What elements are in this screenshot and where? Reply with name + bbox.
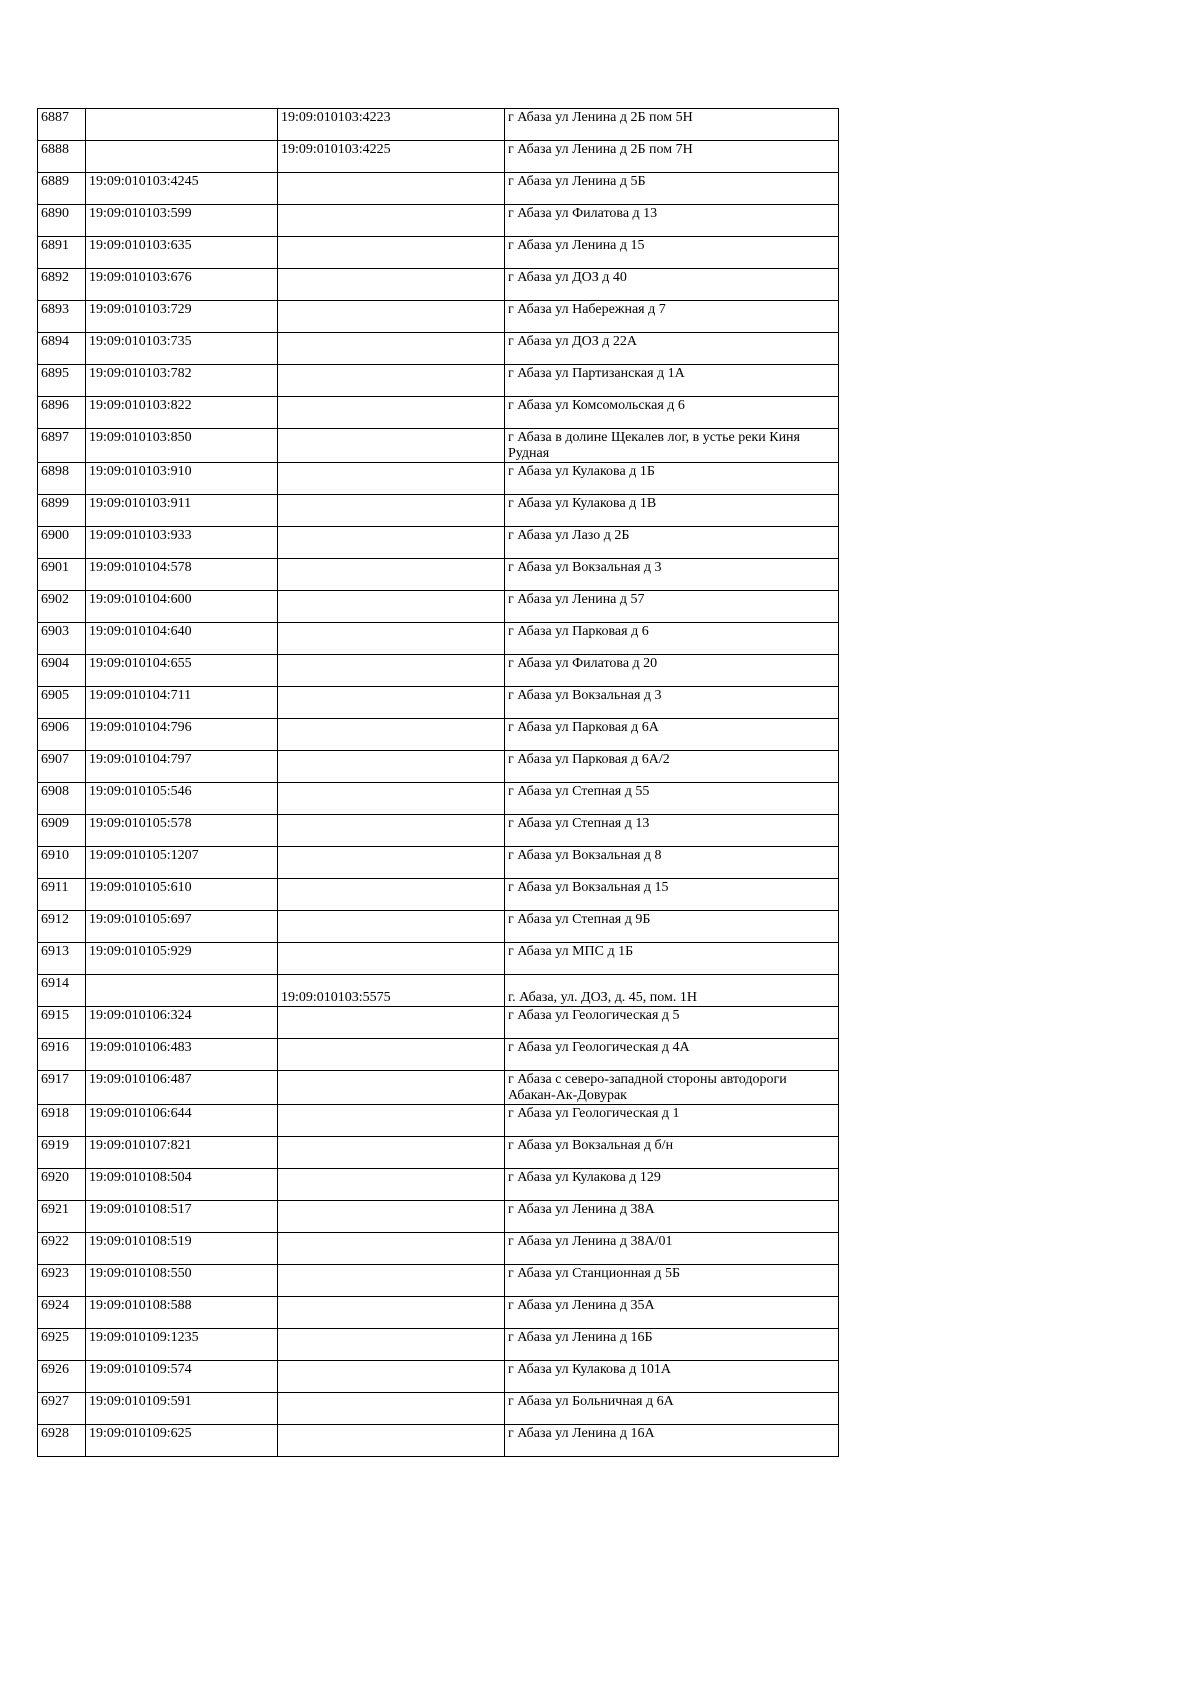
related-cadastral-number-cell — [278, 591, 505, 623]
cadastral-number-cell: 19:09:010103:910 — [86, 463, 278, 495]
address-cell: г Абаза ул Лазо д 2Б — [505, 527, 839, 559]
cadastral-number-cell — [86, 141, 278, 173]
related-cadastral-number-cell — [278, 429, 505, 463]
cadastral-number-cell: 19:09:010103:735 — [86, 333, 278, 365]
row-number-cell: 6910 — [38, 847, 86, 879]
row-number-cell: 6888 — [38, 141, 86, 173]
address-cell: г Абаза ул Ленина д 38А/01 — [505, 1233, 839, 1265]
table-row — [38, 527, 839, 559]
related-cadastral-number-cell — [278, 205, 505, 237]
related-cadastral-number-cell — [278, 847, 505, 879]
related-cadastral-number-cell — [278, 495, 505, 527]
row-number-cell: 6904 — [38, 655, 86, 687]
address-cell: г Абаза ул Парковая д 6А — [505, 719, 839, 751]
address-cell: г Абаза ул Ленина д 15 — [505, 237, 839, 269]
registry-table — [37, 108, 839, 1457]
related-cadastral-number-cell — [278, 1039, 505, 1071]
row-number-cell: 6926 — [38, 1361, 86, 1393]
cadastral-number-cell: 19:09:010105:929 — [86, 943, 278, 975]
address-cell: г Абаза ул ДОЗ д 40 — [505, 269, 839, 301]
related-cadastral-number-cell — [278, 719, 505, 751]
related-cadastral-number-cell — [278, 397, 505, 429]
related-cadastral-number-cell — [278, 1137, 505, 1169]
table-row — [38, 301, 839, 333]
row-number-cell: 6922 — [38, 1233, 86, 1265]
related-cadastral-number-cell — [278, 751, 505, 783]
cadastral-number-cell: 19:09:010104:797 — [86, 751, 278, 783]
related-cadastral-number-cell — [278, 1265, 505, 1297]
row-number-cell: 6892 — [38, 269, 86, 301]
cadastral-number-cell: 19:09:010109:625 — [86, 1425, 278, 1457]
row-number-cell: 6896 — [38, 397, 86, 429]
cadastral-number-cell: 19:09:010103:822 — [86, 397, 278, 429]
row-number-cell: 6900 — [38, 527, 86, 559]
related-cadastral-number-cell — [278, 269, 505, 301]
row-number-cell: 6928 — [38, 1425, 86, 1457]
row-number-cell: 6908 — [38, 783, 86, 815]
address-cell: г Абаза ул Ленина д 57 — [505, 591, 839, 623]
related-cadastral-number-cell — [278, 1169, 505, 1201]
row-number-cell: 6894 — [38, 333, 86, 365]
related-cadastral-number-cell — [278, 1105, 505, 1137]
address-cell: г Абаза ул Набережная д 7 — [505, 301, 839, 333]
cadastral-number-cell — [86, 975, 278, 1007]
cadastral-number-cell: 19:09:010106:487 — [86, 1071, 278, 1105]
table-row — [38, 975, 839, 1007]
table-row — [38, 1007, 839, 1039]
cadastral-number-cell: 19:09:010103:599 — [86, 205, 278, 237]
registry-body — [38, 109, 839, 1457]
row-number-cell: 6907 — [38, 751, 86, 783]
cadastral-number-cell: 19:09:010103:4245 — [86, 173, 278, 205]
cadastral-number-cell: 19:09:010104:640 — [86, 623, 278, 655]
address-cell: г Абаза ул Филатова д 13 — [505, 205, 839, 237]
address-cell: г Абаза с северо-западной стороны автодороги Абакан-Ак-Довурак — [505, 1071, 839, 1105]
cadastral-number-cell: 19:09:010105:697 — [86, 911, 278, 943]
address-cell: г Абаза ул Ленина д 16А — [505, 1425, 839, 1457]
address-cell: г Абаза ул Ленина д 38А — [505, 1201, 839, 1233]
cadastral-number-cell: 19:09:010108:588 — [86, 1297, 278, 1329]
address-cell: г Абаза ул Больничная д 6А — [505, 1393, 839, 1425]
cadastral-number-cell — [86, 109, 278, 141]
cadastral-number-cell: 19:09:010104:578 — [86, 559, 278, 591]
cadastral-number-cell: 19:09:010103:676 — [86, 269, 278, 301]
related-cadastral-number-cell — [278, 1393, 505, 1425]
cadastral-number-cell: 19:09:010106:324 — [86, 1007, 278, 1039]
row-number-cell: 6905 — [38, 687, 86, 719]
table-row — [38, 1201, 839, 1233]
address-cell: г Абаза ул Ленина д 35А — [505, 1297, 839, 1329]
address-cell: г Абаза в долине Щекалев лог, в устье реки Киня Рудная — [505, 429, 839, 463]
cadastral-number-cell: 19:09:010103:933 — [86, 527, 278, 559]
address-cell: г Абаза ул Вокзальная д 3 — [505, 687, 839, 719]
row-number-cell: 6897 — [38, 429, 86, 463]
cadastral-number-cell: 19:09:010106:644 — [86, 1105, 278, 1137]
table-row — [38, 141, 839, 173]
related-cadastral-number-cell — [278, 365, 505, 397]
cadastral-number-cell: 19:09:010105:546 — [86, 783, 278, 815]
related-cadastral-number-cell — [278, 1071, 505, 1105]
cadastral-number-cell: 19:09:010108:519 — [86, 1233, 278, 1265]
row-number-cell: 6917 — [38, 1071, 86, 1105]
cadastral-number-cell: 19:09:010104:711 — [86, 687, 278, 719]
row-number-cell: 6891 — [38, 237, 86, 269]
table-row — [38, 751, 839, 783]
row-number-cell: 6902 — [38, 591, 86, 623]
related-cadastral-number-cell — [278, 911, 505, 943]
row-number-cell: 6899 — [38, 495, 86, 527]
cadastral-number-cell: 19:09:010103:911 — [86, 495, 278, 527]
address-cell: г Абаза ул Вокзальная д б/н — [505, 1137, 839, 1169]
related-cadastral-number-cell — [278, 301, 505, 333]
address-cell: г Абаза ул Геологическая д 5 — [505, 1007, 839, 1039]
related-cadastral-number-cell — [278, 333, 505, 365]
table-row — [38, 943, 839, 975]
table-row — [38, 1137, 839, 1169]
related-cadastral-number-cell: 19:09:010103:4223 — [278, 109, 505, 141]
address-cell: г Абаза ул Вокзальная д 8 — [505, 847, 839, 879]
row-number-cell: 6889 — [38, 173, 86, 205]
related-cadastral-number-cell — [278, 463, 505, 495]
table-row — [38, 687, 839, 719]
table-row — [38, 109, 839, 141]
row-number-cell: 6906 — [38, 719, 86, 751]
cadastral-number-cell: 19:09:010109:591 — [86, 1393, 278, 1425]
row-number-cell: 6920 — [38, 1169, 86, 1201]
address-cell: г Абаза ул Комсомольская д 6 — [505, 397, 839, 429]
cadastral-number-cell: 19:09:010105:610 — [86, 879, 278, 911]
row-number-cell: 6890 — [38, 205, 86, 237]
row-number-cell: 6923 — [38, 1265, 86, 1297]
address-cell: г Абаза ул Степная д 55 — [505, 783, 839, 815]
address-cell: г Абаза ул Степная д 9Б — [505, 911, 839, 943]
table-row — [38, 1425, 839, 1457]
row-number-cell: 6913 — [38, 943, 86, 975]
address-cell: г Абаза ул Парковая д 6 — [505, 623, 839, 655]
address-cell: г Абаза ул Парковая д 6А/2 — [505, 751, 839, 783]
table-row — [38, 783, 839, 815]
cadastral-number-cell: 19:09:010103:782 — [86, 365, 278, 397]
row-number-cell: 6895 — [38, 365, 86, 397]
cadastral-number-cell: 19:09:010106:483 — [86, 1039, 278, 1071]
related-cadastral-number-cell — [278, 943, 505, 975]
row-number-cell: 6903 — [38, 623, 86, 655]
address-cell: г Абаза ул Кулакова д 101А — [505, 1361, 839, 1393]
table-row — [38, 879, 839, 911]
table-row — [38, 911, 839, 943]
table-row — [38, 1329, 839, 1361]
table-row — [38, 1071, 839, 1105]
address-cell: г Абаза ул Ленина д 2Б пом 5Н — [505, 109, 839, 141]
table-row — [38, 815, 839, 847]
address-cell: г Абаза ул Кулакова д 129 — [505, 1169, 839, 1201]
row-number-cell: 6921 — [38, 1201, 86, 1233]
related-cadastral-number-cell — [278, 1329, 505, 1361]
table-row — [38, 655, 839, 687]
table-row — [38, 1265, 839, 1297]
related-cadastral-number-cell — [278, 173, 505, 205]
cadastral-number-cell: 19:09:010108:504 — [86, 1169, 278, 1201]
cadastral-number-cell: 19:09:010104:655 — [86, 655, 278, 687]
table-row — [38, 173, 839, 205]
row-number-cell: 6893 — [38, 301, 86, 333]
cadastral-number-cell: 19:09:010104:796 — [86, 719, 278, 751]
address-cell: г. Абаза, ул. ДОЗ, д. 45, пом. 1Н — [505, 975, 839, 1007]
address-cell: г Абаза ул Степная д 13 — [505, 815, 839, 847]
table-row — [38, 1393, 839, 1425]
related-cadastral-number-cell — [278, 1361, 505, 1393]
related-cadastral-number-cell — [278, 527, 505, 559]
cadastral-number-cell: 19:09:010108:550 — [86, 1265, 278, 1297]
row-number-cell: 6911 — [38, 879, 86, 911]
related-cadastral-number-cell — [278, 1201, 505, 1233]
address-cell: г Абаза ул Вокзальная д 15 — [505, 879, 839, 911]
cadastral-number-cell: 19:09:010107:821 — [86, 1137, 278, 1169]
address-cell: г Абаза ул МПС д 1Б — [505, 943, 839, 975]
related-cadastral-number-cell — [278, 879, 505, 911]
related-cadastral-number-cell — [278, 687, 505, 719]
cadastral-number-cell: 19:09:010108:517 — [86, 1201, 278, 1233]
table-row — [38, 397, 839, 429]
table-row — [38, 559, 839, 591]
related-cadastral-number-cell — [278, 815, 505, 847]
table-row — [38, 1105, 839, 1137]
row-number-cell: 6914 — [38, 975, 86, 1007]
address-cell: г Абаза ул Кулакова д 1Б — [505, 463, 839, 495]
related-cadastral-number-cell — [278, 783, 505, 815]
table-row — [38, 719, 839, 751]
cadastral-number-cell: 19:09:010105:1207 — [86, 847, 278, 879]
row-number-cell: 6927 — [38, 1393, 86, 1425]
table-row — [38, 1169, 839, 1201]
row-number-cell: 6916 — [38, 1039, 86, 1071]
table-row — [38, 1039, 839, 1071]
table-row — [38, 205, 839, 237]
address-cell: г Абаза ул Геологическая д 1 — [505, 1105, 839, 1137]
address-cell: г Абаза ул Станционная д 5Б — [505, 1265, 839, 1297]
table-row — [38, 429, 839, 463]
table-row — [38, 269, 839, 301]
address-cell: г Абаза ул Ленина д 2Б пом 7Н — [505, 141, 839, 173]
row-number-cell: 6912 — [38, 911, 86, 943]
cadastral-number-cell: 19:09:010109:1235 — [86, 1329, 278, 1361]
address-cell: г Абаза ул Ленина д 5Б — [505, 173, 839, 205]
related-cadastral-number-cell — [278, 1233, 505, 1265]
related-cadastral-number-cell: 19:09:010103:4225 — [278, 141, 505, 173]
table-row — [38, 1361, 839, 1393]
row-number-cell: 6915 — [38, 1007, 86, 1039]
address-cell: г Абаза ул Ленина д 16Б — [505, 1329, 839, 1361]
row-number-cell: 6887 — [38, 109, 86, 141]
address-cell: г Абаза ул Геологическая д 4А — [505, 1039, 839, 1071]
table-row — [38, 847, 839, 879]
row-number-cell: 6925 — [38, 1329, 86, 1361]
row-number-cell: 6898 — [38, 463, 86, 495]
table-row — [38, 1233, 839, 1265]
table-row — [38, 365, 839, 397]
row-number-cell: 6919 — [38, 1137, 86, 1169]
related-cadastral-number-cell — [278, 1425, 505, 1457]
address-cell: г Абаза ул Кулакова д 1В — [505, 495, 839, 527]
cadastral-number-cell: 19:09:010104:600 — [86, 591, 278, 623]
table-row — [38, 591, 839, 623]
cadastral-number-cell: 19:09:010103:635 — [86, 237, 278, 269]
table-row — [38, 333, 839, 365]
row-number-cell: 6901 — [38, 559, 86, 591]
cadastral-number-cell: 19:09:010105:578 — [86, 815, 278, 847]
related-cadastral-number-cell — [278, 1007, 505, 1039]
table-row — [38, 495, 839, 527]
address-cell: г Абаза ул Филатова д 20 — [505, 655, 839, 687]
table-row — [38, 1297, 839, 1329]
cadastral-number-cell: 19:09:010103:729 — [86, 301, 278, 333]
table-row — [38, 623, 839, 655]
row-number-cell: 6918 — [38, 1105, 86, 1137]
cadastral-number-cell: 19:09:010103:850 — [86, 429, 278, 463]
address-cell: г Абаза ул Вокзальная д 3 — [505, 559, 839, 591]
related-cadastral-number-cell: 19:09:010103:5575 — [278, 975, 505, 1007]
related-cadastral-number-cell — [278, 559, 505, 591]
row-number-cell: 6909 — [38, 815, 86, 847]
table-row — [38, 237, 839, 269]
related-cadastral-number-cell — [278, 623, 505, 655]
table-row — [38, 463, 839, 495]
row-number-cell: 6924 — [38, 1297, 86, 1329]
related-cadastral-number-cell — [278, 655, 505, 687]
related-cadastral-number-cell — [278, 237, 505, 269]
related-cadastral-number-cell — [278, 1297, 505, 1329]
address-cell: г Абаза ул ДОЗ д 22А — [505, 333, 839, 365]
cadastral-number-cell: 19:09:010109:574 — [86, 1361, 278, 1393]
address-cell: г Абаза ул Партизанская д 1А — [505, 365, 839, 397]
